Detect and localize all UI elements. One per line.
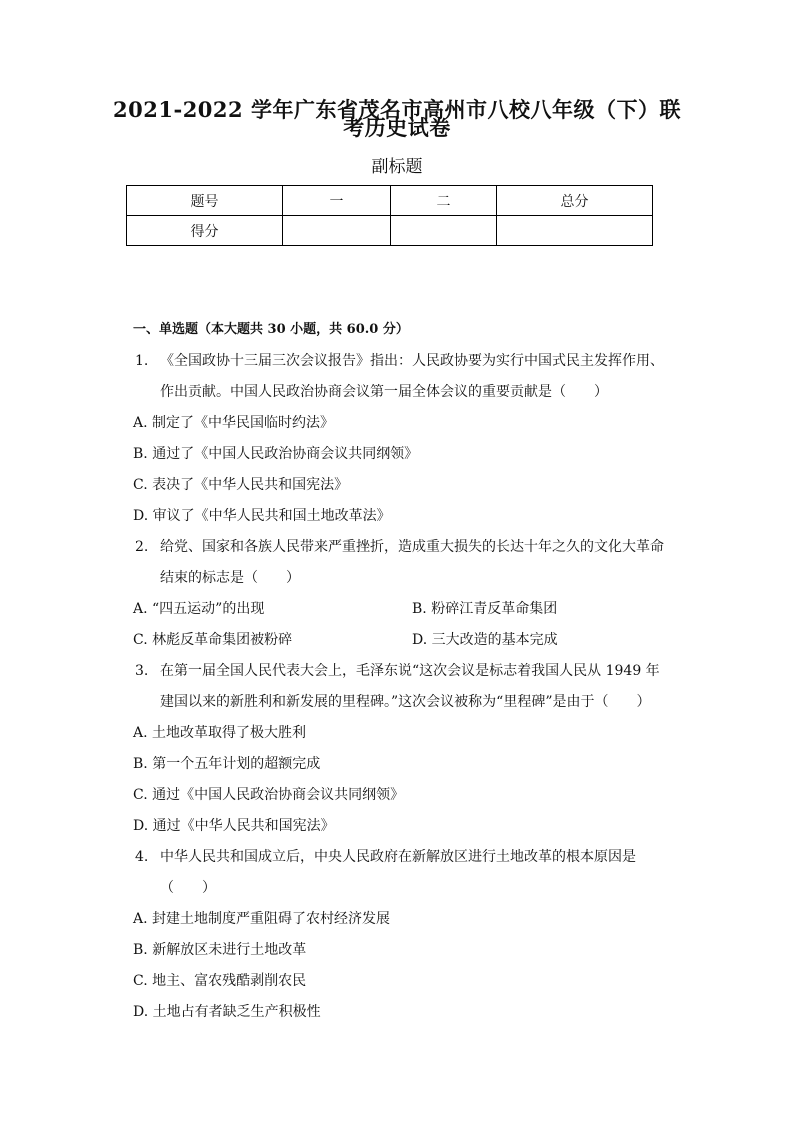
score-input-cell[interactable] <box>391 216 497 246</box>
option-b[interactable]: B. 通过了《中国人民政治协商会议共同纲领》 <box>133 446 419 462</box>
exam-title-line-2: 考历史试卷 <box>343 115 451 140</box>
option-c[interactable]: C. 通过《中国人民政治协商会议共同纲领》 <box>133 787 405 803</box>
option-b[interactable]: B. 第一个五年计划的超额完成 <box>133 756 321 772</box>
score-input-cell[interactable] <box>283 216 391 246</box>
option-c[interactable]: C. 表决了《中华人民共和国宪法》 <box>133 477 349 493</box>
option-d[interactable]: D. 通过《中华人民共和国宪法》 <box>133 818 335 834</box>
score-table-header-row <box>127 186 653 216</box>
score-input-cell[interactable] <box>497 216 653 246</box>
option-a[interactable]: A. 制定了《中华民国临时约法》 <box>133 415 335 431</box>
question-number: 2. <box>135 539 149 555</box>
score-table-cell: 题号 <box>127 186 283 216</box>
exam-subtitle: 副标题 <box>371 157 423 177</box>
score-table-cell: 总分 <box>497 186 653 216</box>
question-number: 3. <box>135 663 149 679</box>
option-c[interactable]: C. 林彪反革命集团被粉碎 <box>133 632 293 648</box>
score-table <box>126 185 653 246</box>
score-table-cell: 二 <box>391 186 497 216</box>
option-d[interactable]: D. 审议了《中华人民共和国土地改革法》 <box>133 508 391 524</box>
option-b[interactable]: B. 新解放区未进行土地改革 <box>133 942 307 958</box>
option-b[interactable]: B. 粉碎江青反革命集团 <box>412 601 558 617</box>
question-stem-line: 中华人民共和国成立后，中央人民政府在新解放区进行土地改革的根本原因是 <box>160 849 636 865</box>
option-d[interactable]: D. 土地占有者缺乏生产积极性 <box>133 1004 321 1020</box>
option-c[interactable]: C. 地主、富农残酷剥削农民 <box>133 973 307 989</box>
question-stem-line: 《全国政协十三届三次会议报告》指出：人民政协要为实行中国式民主发挥作用、 <box>160 353 664 369</box>
question-stem-line: 建国以来的新胜利和新发展的里程碑。”这次会议被称为“里程碑”是由于（ ） <box>160 694 651 710</box>
question-stem-line: 结束的标志是（ ） <box>160 570 300 586</box>
question-stem-line: 在第一届全国人民代表大会上，毛泽东说“这次会议是标志着我国人民从 1949 年 <box>160 663 660 679</box>
question-number: 4. <box>135 849 149 865</box>
option-a[interactable]: A. 封建土地制度严重阻碍了农村经济发展 <box>133 911 391 927</box>
score-table-cell: 一 <box>283 186 391 216</box>
score-table-cell: 得分 <box>127 216 283 246</box>
question-stem-line: （ ） <box>160 880 216 896</box>
score-table-score-row <box>127 216 653 246</box>
question-stem-line: 作出贡献。中国人民政治协商会议第一届全体会议的重要贡献是（ ） <box>160 384 608 400</box>
section-heading: 一、单选题（本大题共 30 小题，共 60.0 分） <box>133 322 409 337</box>
exam-title-line-1: 2021-2022 学年广东省茂名市高州市八校八年级（下）联 <box>113 97 681 122</box>
question-number: 1. <box>135 353 149 369</box>
option-a[interactable]: A. “四五运动”的出现 <box>133 601 265 617</box>
question-stem-line: 给党、国家和各族人民带来严重挫折，造成重大损失的长达十年之久的文化大革命 <box>160 539 664 555</box>
option-d[interactable]: D. 三大改造的基本完成 <box>412 632 558 648</box>
option-a[interactable]: A. 土地改革取得了极大胜利 <box>133 725 307 741</box>
